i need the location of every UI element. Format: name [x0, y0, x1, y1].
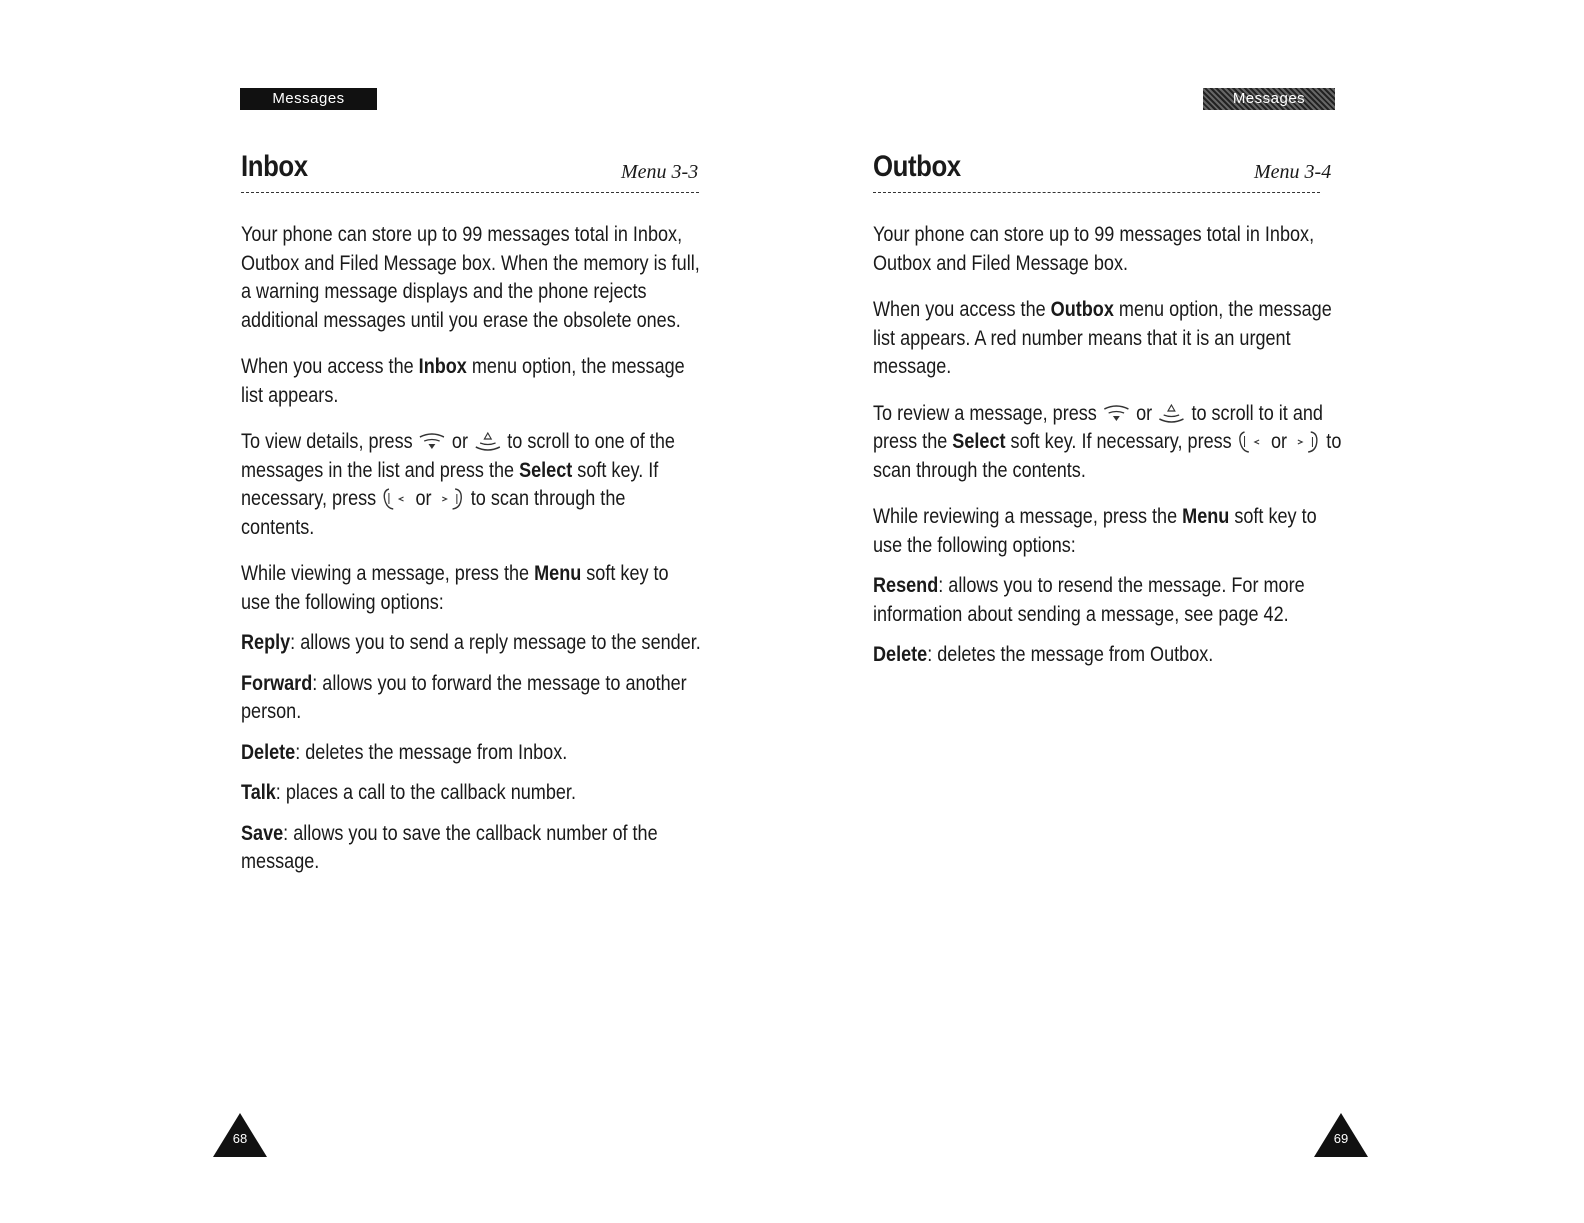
- page-number-badge: [211, 1111, 269, 1159]
- nav-down-key-icon: [418, 430, 447, 454]
- nav-up-key-icon: [473, 430, 502, 454]
- page-title: Inbox: [241, 150, 308, 183]
- option-item: Delete: deletes the message from Outbox.: [873, 643, 1214, 666]
- paragraph: While viewing a message, press the Menu soft key to use the following options:: [241, 562, 669, 614]
- heading-rule: [873, 192, 1320, 193]
- nav-up-key-icon: [1157, 402, 1186, 426]
- body-text: [873, 221, 1342, 682]
- page-number: 68: [232, 1131, 248, 1146]
- section-tab: Messages: [240, 88, 377, 110]
- option-item: Talk: places a call to the callback number.: [241, 781, 576, 804]
- paragraph: While reviewing a message, press the Menu soft key to use the following options:: [873, 505, 1317, 557]
- option-item: Forward: allows you to forward the message to another person.: [241, 671, 687, 723]
- option-item: Save: allows you to save the callback number of the message.: [241, 821, 658, 873]
- option-item: Reply: allows you to send a reply message to the sender.: [241, 631, 701, 654]
- nav-down-key-icon: [1102, 402, 1131, 426]
- menu-reference: Menu 3-3: [621, 161, 699, 183]
- paragraph: When you access the Outbox menu option, the message list appears. A red number means that it is an urgent message.: [873, 298, 1332, 378]
- heading-rule: [241, 192, 699, 193]
- nav-right-key-icon: [1292, 429, 1321, 455]
- paragraph: To view details, press or to scroll to one of the messages in the list and press the Select soft key. If necessary, press or to scan through the contents.: [241, 430, 675, 539]
- body-text: [241, 221, 701, 889]
- nav-right-key-icon: [437, 486, 466, 512]
- section-tab: Messages: [1203, 88, 1335, 110]
- page-number-badge: [1312, 1111, 1370, 1159]
- paragraph: When you access the Inbox menu option, the message list appears.: [241, 355, 685, 407]
- option-item: Resend: allows you to resend the message. For more information about sending a message, see page 42.: [873, 574, 1305, 626]
- right-page: [792, 0, 1584, 1223]
- paragraph: Your phone can store up to 99 messages total in Inbox, Outbox and Filed Message box.: [873, 223, 1315, 275]
- nav-left-key-icon: [381, 486, 410, 512]
- paragraph: Your phone can store up to 99 messages total in Inbox, Outbox and Filed Message box. When the memory is full, a warning message displays and the phone rejects additional messages until you erase the obsolete ones.: [241, 223, 700, 332]
- nav-left-key-icon: [1237, 429, 1266, 455]
- paragraph: To review a message, press or to scroll to it and press the Select soft key. If necessary, press or to scan through the contents.: [873, 401, 1342, 482]
- option-item: Delete: deletes the message from Inbox.: [241, 740, 568, 764]
- page-number: 69: [1333, 1131, 1349, 1146]
- page-title: Outbox: [873, 150, 961, 183]
- menu-reference: Menu 3-4: [1254, 161, 1332, 183]
